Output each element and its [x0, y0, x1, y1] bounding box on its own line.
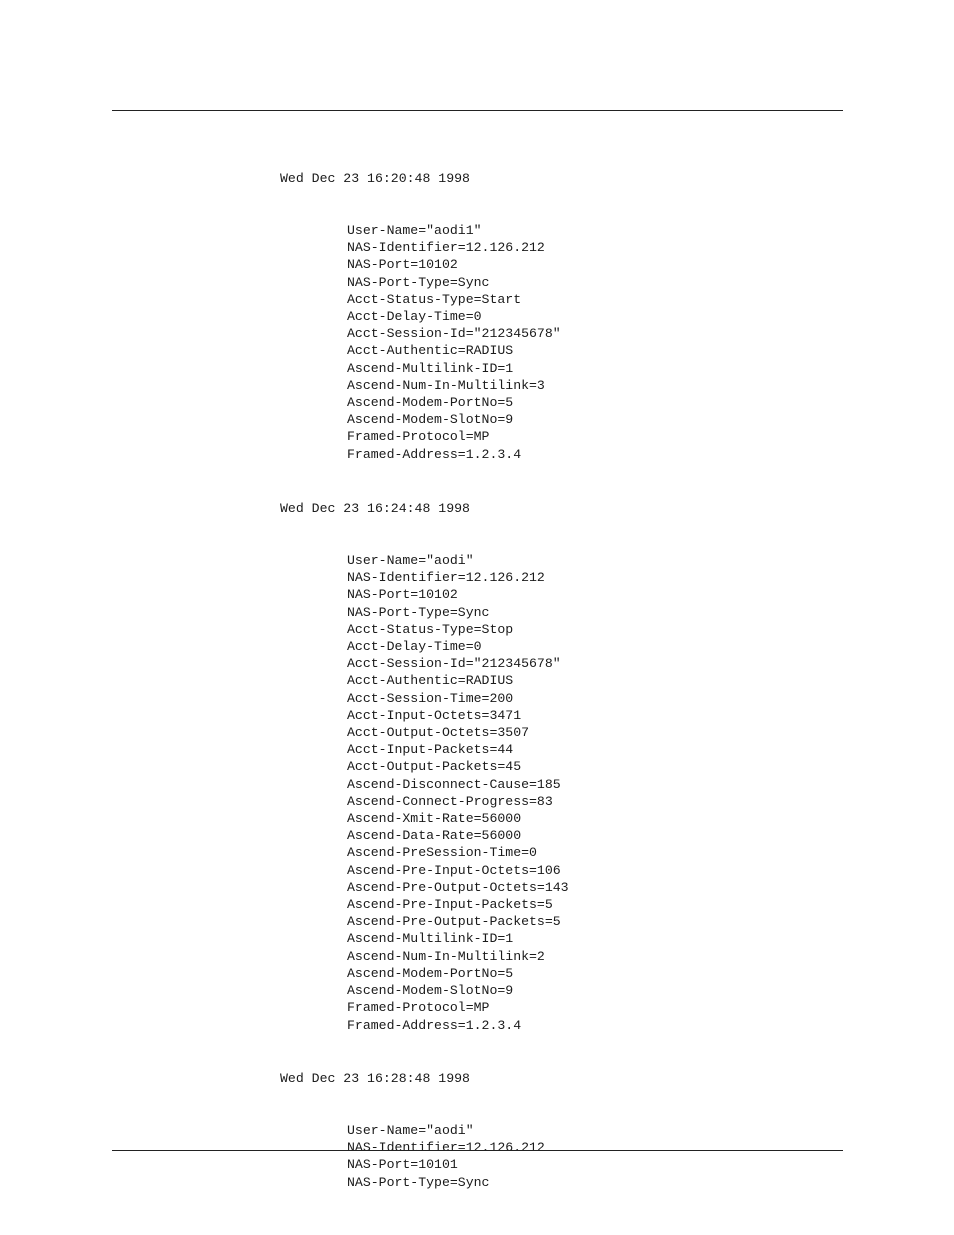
- attribute-line: Acct-Input-Octets=3471: [347, 707, 522, 723]
- attribute-line: Ascend-Pre-Output-Octets=143: [347, 879, 569, 895]
- attribute-line: NAS-Identifier=12.126.212: [347, 570, 545, 586]
- attribute-line: Ascend-Modem-SlotNo=9: [347, 412, 514, 428]
- attribute-line: Ascend-Modem-SlotNo=9: [347, 983, 514, 999]
- attribute-line: Acct-Authentic=RADIUS: [347, 673, 514, 689]
- attribute-line: Ascend-Num-In-Multilink=3: [347, 377, 545, 393]
- attribute-line: Acct-Output-Octets=3507: [347, 725, 530, 741]
- attribute-line: Ascend-Modem-PortNo=5: [347, 965, 514, 981]
- record-timestamp: Wed Dec 23 16:28:48 1998: [280, 1071, 470, 1087]
- attribute-line: Acct-Delay-Time=0: [347, 639, 482, 655]
- record-timestamp: Wed Dec 23 16:20:48 1998: [280, 171, 470, 187]
- attribute-line: Acct-Status-Type=Start: [347, 291, 522, 307]
- accounting-record: [280, 1036, 545, 1208]
- attribute-line: Framed-Address=1.2.3.4: [347, 1017, 522, 1033]
- attribute-line: NAS-Identifier=12.126.212: [347, 240, 545, 256]
- attribute-list: [280, 552, 569, 1034]
- attribute-line: NAS-Identifier=12.126.212: [347, 1140, 545, 1156]
- attribute-line: Ascend-Modem-PortNo=5: [347, 395, 514, 411]
- attribute-line: Acct-Session-Time=200: [347, 690, 514, 706]
- attribute-line: NAS-Port=10102: [347, 257, 458, 273]
- attribute-line: Ascend-Num-In-Multilink=2: [347, 948, 545, 964]
- attribute-line: Ascend-Disconnect-Cause=185: [347, 776, 561, 792]
- attribute-line: NAS-Port=10101: [347, 1157, 458, 1173]
- attribute-line: Ascend-Xmit-Rate=56000: [347, 811, 522, 827]
- attribute-line: Ascend-Pre-Output-Packets=5: [347, 914, 561, 930]
- attribute-line: Ascend-PreSession-Time=0: [347, 845, 537, 861]
- attribute-line: NAS-Port=10102: [347, 587, 458, 603]
- attribute-line: Framed-Address=1.2.3.4: [347, 446, 522, 462]
- attribute-line: User-Name="aodi": [347, 1123, 474, 1139]
- attribute-line: Ascend-Data-Rate=56000: [347, 828, 522, 844]
- attribute-line: Framed-Protocol=MP: [347, 429, 490, 445]
- attribute-line: NAS-Port-Type=Sync: [347, 274, 490, 290]
- attribute-list: [280, 222, 561, 463]
- attribute-list: [280, 1122, 545, 1191]
- attribute-line: Ascend-Pre-Input-Packets=5: [347, 897, 553, 913]
- attribute-line: NAS-Port-Type=Sync: [347, 604, 490, 620]
- accounting-record: [280, 466, 569, 1051]
- attribute-line: User-Name="aodi1": [347, 223, 482, 239]
- attribute-line: Acct-Output-Packets=45: [347, 759, 522, 775]
- attribute-line: Ascend-Connect-Progress=83: [347, 793, 553, 809]
- attribute-line: Acct-Authentic=RADIUS: [347, 343, 514, 359]
- attribute-line: Acct-Input-Packets=44: [347, 742, 514, 758]
- attribute-line: Ascend-Multilink-ID=1: [347, 931, 514, 947]
- attribute-line: Ascend-Multilink-ID=1: [347, 360, 514, 376]
- attribute-line: Acct-Session-Id="212345678": [347, 656, 561, 672]
- attribute-line: Acct-Status-Type=Stop: [347, 621, 514, 637]
- footer-rule: [112, 1150, 843, 1151]
- header-rule: [112, 110, 843, 111]
- attribute-line: User-Name="aodi": [347, 553, 474, 569]
- accounting-record: [280, 136, 561, 480]
- attribute-line: Ascend-Pre-Input-Octets=106: [347, 862, 561, 878]
- attribute-line: Framed-Protocol=MP: [347, 1000, 490, 1016]
- attribute-line: NAS-Port-Type=Sync: [347, 1174, 490, 1190]
- attribute-line: Acct-Session-Id="212345678": [347, 326, 561, 342]
- record-timestamp: Wed Dec 23 16:24:48 1998: [280, 501, 470, 517]
- attribute-line: Acct-Delay-Time=0: [347, 309, 482, 325]
